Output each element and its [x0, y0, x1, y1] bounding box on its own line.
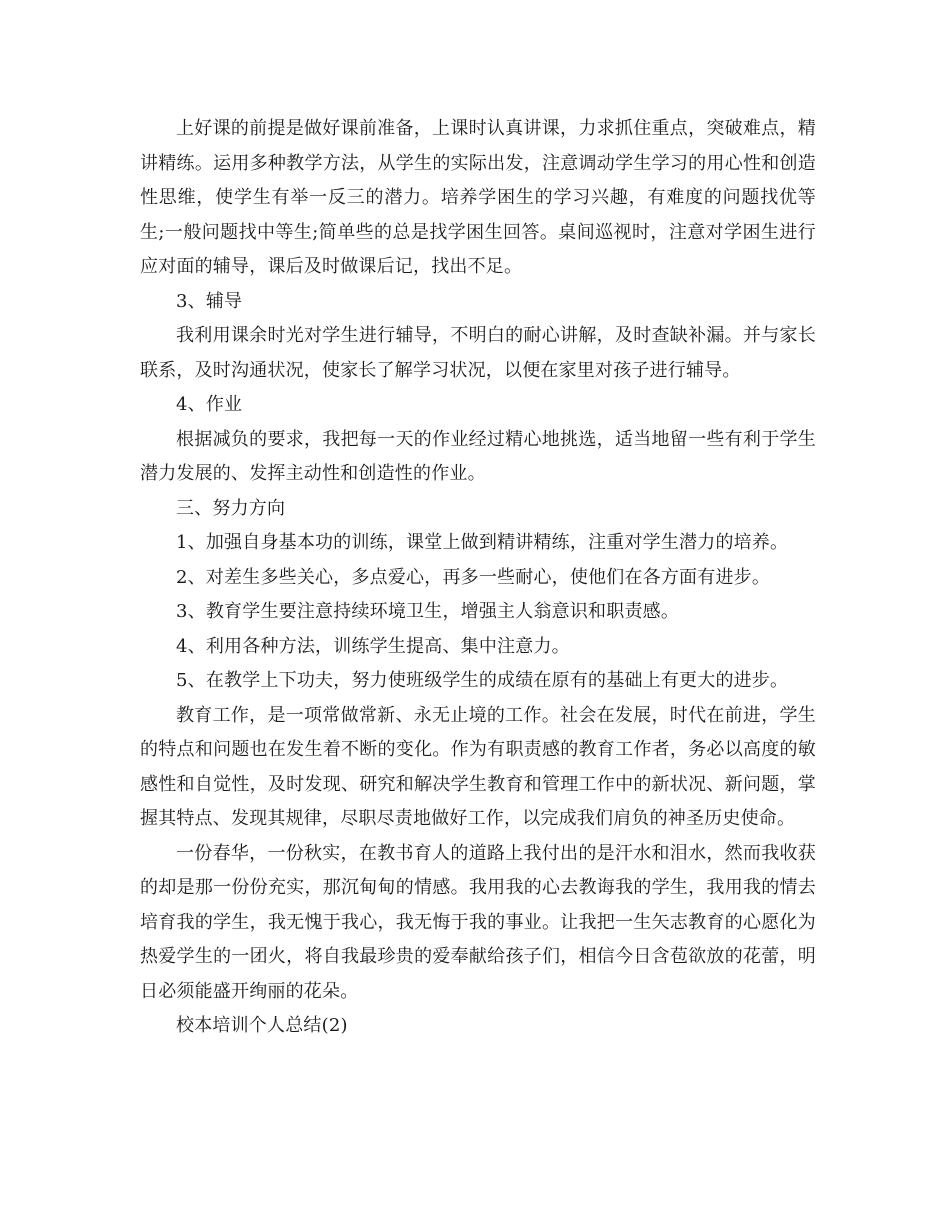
list-item-3: 3、教育学生要注意持续环境卫生，增强主人翁意识和职责感。 [176, 601, 680, 622]
section-title-training-summary: 校本培训个人总结(2) [176, 1015, 348, 1036]
list-item-1: 1、加强自身基本功的训练，课堂上做到精讲精练，注重对学生潜力的培养。 [176, 532, 789, 553]
heading-homework: 4、作业 [176, 394, 243, 415]
heading-direction: 三、努力方向 [176, 497, 286, 519]
paragraph-homework: 根据减负的要求，我把每一天的作业经过精心地挑选，适当地留一些有利于学生潜力发展的、发挥主动性和创造性的作业。 [140, 428, 816, 484]
document-body [140, 112, 816, 1044]
list-item-4: 4、利用各种方法，训练学生提高、集中注意力。 [176, 635, 570, 657]
paragraph-lesson-prep: 上好课的前提是做好课前准备，上课时认真讲课，力求抓住重点，突破难点，精讲精练。运用多种教学方法，从学生的实际出发，注意调动学生学习的用心性和创造性思维，使学生有举一反三的潜力。培养学困生的学习兴趣，有难度的问题找优等生;一般问题找中等生;简单些的总是找学困生回答。桌间巡视时，注意对学困生进行应对面的辅导，课后及时做课后记，找出不足。 [140, 118, 816, 277]
heading-tutoring: 3、辅导 [176, 290, 243, 312]
list-item-5: 5、在教学上下功夫，努力使班级学生的成绩在原有的基础上有更大的进步。 [176, 670, 789, 691]
paragraph-conclusion: 一份春华，一份秋实，在教书育人的道路上我付出的是汗水和泪水，然而我收获的却是那一份份充实，那沉甸甸的情感。我用我的心去教诲我的学生，我用我的情去培育我的学生，我无愧于我心，我无悔于我的事业。让我把一生矢志教育的心愿化为热爱学生的一团火，将自我最珍贵的爱奉献给孩子们，相信今日含苞欲放的花蕾，明日必须能盛开绚丽的花朵。 [140, 842, 816, 1002]
paragraph-tutoring: 我利用课余时光对学生进行辅导，不明白的耐心讲解，及时查缺补漏。并与家长联系，及时沟通状况，使家长了解学习状况，以便在家里对孩子进行辅导。 [140, 325, 816, 381]
paragraph-education-work: 教育工作，是一项常做常新、永无止境的工作。社会在发展，时代在前进，学生的特点和问题也在发生着不断的变化。作为有职责感的教育工作者，务必以高度的敏感性和自觉性，及时发现、研究和解决学生教育和管理工作中的新状况、新问题，掌握其特点、发现其规律，尽职尽责地做好工作，以完成我们肩负的神圣历史使命。 [140, 704, 816, 829]
list-item-2: 2、对差生多些关心，多点爱心，再多一些耐心，使他们在各方面有进步。 [176, 566, 771, 588]
